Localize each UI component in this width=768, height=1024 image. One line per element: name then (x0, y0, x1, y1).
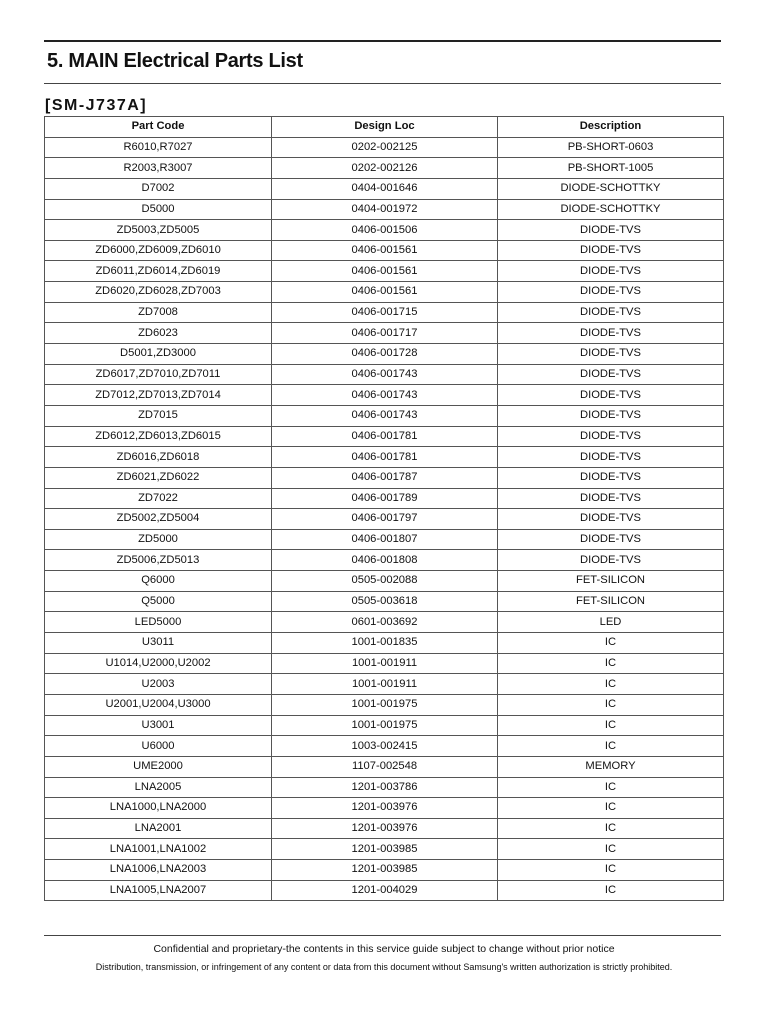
design-loc-cell: 0404-001972 (272, 199, 498, 220)
design-loc-cell: 0406-001743 (272, 385, 498, 406)
table-row (45, 385, 724, 406)
description-cell: DIODE-TVS (498, 364, 724, 385)
table-row (45, 302, 724, 323)
part-code-cell: ZD6021,ZD6022 (45, 467, 272, 488)
parts-table-header (45, 117, 724, 138)
table-row (45, 158, 724, 179)
table-row (45, 653, 724, 674)
description-cell: DIODE-TVS (498, 529, 724, 550)
design-loc-cell: 0406-001781 (272, 447, 498, 468)
table-row (45, 282, 724, 303)
description-cell: MEMORY (498, 756, 724, 777)
table-row (45, 674, 724, 695)
description-cell: FET-SILICON (498, 571, 724, 592)
table-row (45, 777, 724, 798)
description-cell: IC (498, 839, 724, 860)
part-code-cell: ZD6020,ZD6028,ZD7003 (45, 282, 272, 303)
part-code-cell: ZD6000,ZD6009,ZD6010 (45, 240, 272, 261)
part-code-cell: U2001,U2004,U3000 (45, 694, 272, 715)
design-loc-cell: 1003-002415 (272, 736, 498, 757)
part-code-cell: ZD6011,ZD6014,ZD6019 (45, 261, 272, 282)
design-loc-cell: 0406-001561 (272, 240, 498, 261)
part-code-cell: ZD5000 (45, 529, 272, 550)
part-code-cell: Q5000 (45, 591, 272, 612)
table-row (45, 426, 724, 447)
description-cell: DIODE-SCHOTTKY (498, 178, 724, 199)
part-code-cell: D7002 (45, 178, 272, 199)
description-cell: IC (498, 633, 724, 654)
design-loc-cell: 1001-001911 (272, 674, 498, 695)
table-row (45, 860, 724, 881)
part-code-cell: Q6000 (45, 571, 272, 592)
description-cell: LED (498, 612, 724, 633)
design-loc-cell: 0505-002088 (272, 571, 498, 592)
page-title: 5. MAIN Electrical Parts List (47, 50, 303, 72)
table-row (45, 529, 724, 550)
part-code-cell: LED5000 (45, 612, 272, 633)
part-code-cell: R2003,R3007 (45, 158, 272, 179)
part-code-cell: ZD6023 (45, 323, 272, 344)
description-cell: IC (498, 860, 724, 881)
design-loc-cell: 0406-001717 (272, 323, 498, 344)
design-loc-cell: 0406-001807 (272, 529, 498, 550)
part-code-cell: U6000 (45, 736, 272, 757)
part-code-cell: LNA2001 (45, 818, 272, 839)
part-code-cell: ZD7022 (45, 488, 272, 509)
part-code-cell: R6010,R7027 (45, 137, 272, 158)
footer-divider (44, 935, 721, 936)
header-design-loc: Design Loc (272, 117, 498, 138)
description-cell: IC (498, 736, 724, 757)
description-cell: DIODE-TVS (498, 302, 724, 323)
design-loc-cell: 1107-002548 (272, 756, 498, 777)
part-code-cell: ZD7008 (45, 302, 272, 323)
footer-distribution-notice: Distribution, transmission, or infringement of any content or data from this document without Samsung's written authorization is strictly prohibited. (95, 962, 673, 972)
description-cell: DIODE-TVS (498, 467, 724, 488)
design-loc-cell: 0406-001506 (272, 220, 498, 241)
table-row (45, 612, 724, 633)
description-cell: DIODE-SCHOTTKY (498, 199, 724, 220)
description-cell: IC (498, 694, 724, 715)
design-loc-cell: 0406-001787 (272, 467, 498, 488)
design-loc-cell: 1201-003976 (272, 818, 498, 839)
description-cell: DIODE-TVS (498, 447, 724, 468)
design-loc-cell: 1201-004029 (272, 880, 498, 901)
table-row (45, 240, 724, 261)
part-code-cell: LNA1006,LNA2003 (45, 860, 272, 881)
description-cell: DIODE-TVS (498, 405, 724, 426)
part-code-cell: U1014,U2000,U2002 (45, 653, 272, 674)
design-loc-cell: 1001-001911 (272, 653, 498, 674)
description-cell: PB-SHORT-0603 (498, 137, 724, 158)
part-code-cell: LNA1005,LNA2007 (45, 880, 272, 901)
part-code-cell: D5000 (45, 199, 272, 220)
design-loc-cell: 0406-001728 (272, 344, 498, 365)
part-code-cell: U2003 (45, 674, 272, 695)
part-code-cell: LNA1001,LNA1002 (45, 839, 272, 860)
design-loc-cell: 1001-001835 (272, 633, 498, 654)
description-cell: DIODE-TVS (498, 426, 724, 447)
table-row (45, 488, 724, 509)
design-loc-cell: 1201-003985 (272, 860, 498, 881)
design-loc-cell: 0404-001646 (272, 178, 498, 199)
table-row (45, 550, 724, 571)
table-row (45, 323, 724, 344)
table-row (45, 694, 724, 715)
description-cell: DIODE-TVS (498, 550, 724, 571)
part-code-cell: ZD7015 (45, 405, 272, 426)
table-row (45, 839, 724, 860)
description-cell: DIODE-TVS (498, 282, 724, 303)
description-cell: IC (498, 880, 724, 901)
description-cell: IC (498, 818, 724, 839)
design-loc-cell: 0406-001808 (272, 550, 498, 571)
description-cell: DIODE-TVS (498, 385, 724, 406)
table-row (45, 798, 724, 819)
description-cell: DIODE-TVS (498, 509, 724, 530)
part-code-cell: U3011 (45, 633, 272, 654)
design-loc-cell: 0406-001743 (272, 364, 498, 385)
design-loc-cell: 0406-001789 (272, 488, 498, 509)
table-row (45, 591, 724, 612)
design-loc-cell: 1201-003985 (272, 839, 498, 860)
table-row (45, 633, 724, 654)
description-cell: IC (498, 715, 724, 736)
description-cell: IC (498, 798, 724, 819)
table-row (45, 137, 724, 158)
description-cell: DIODE-TVS (498, 240, 724, 261)
design-loc-cell: 0505-003618 (272, 591, 498, 612)
design-loc-cell: 0406-001797 (272, 509, 498, 530)
table-row (45, 880, 724, 901)
design-loc-cell: 0406-001715 (272, 302, 498, 323)
part-code-cell: ZD6017,ZD7010,ZD7011 (45, 364, 272, 385)
table-row (45, 736, 724, 757)
design-loc-cell: 0202-002126 (272, 158, 498, 179)
design-loc-cell: 0406-001743 (272, 405, 498, 426)
part-code-cell: UME2000 (45, 756, 272, 777)
part-code-cell: ZD7012,ZD7013,ZD7014 (45, 385, 272, 406)
table-row (45, 405, 724, 426)
design-loc-cell: 1201-003786 (272, 777, 498, 798)
table-row (45, 818, 724, 839)
description-cell: DIODE-TVS (498, 261, 724, 282)
footer-confidential-notice: Confidential and proprietary-the contents in this service guide subject to change without prior notice (153, 943, 615, 955)
design-loc-cell: 1001-001975 (272, 715, 498, 736)
description-cell: IC (498, 653, 724, 674)
design-loc-cell: 1001-001975 (272, 694, 498, 715)
design-loc-cell: 0202-002125 (272, 137, 498, 158)
description-cell: DIODE-TVS (498, 344, 724, 365)
title-divider (44, 83, 721, 84)
header-row (45, 117, 724, 138)
part-code-cell: ZD6012,ZD6013,ZD6015 (45, 426, 272, 447)
table-row (45, 364, 724, 385)
design-loc-cell: 0406-001561 (272, 282, 498, 303)
description-cell: DIODE-TVS (498, 488, 724, 509)
parts-table (44, 116, 724, 901)
table-row (45, 199, 724, 220)
table-row (45, 756, 724, 777)
table-row (45, 220, 724, 241)
table-row (45, 571, 724, 592)
description-cell: IC (498, 674, 724, 695)
part-code-cell: LNA1000,LNA2000 (45, 798, 272, 819)
part-code-cell: LNA2005 (45, 777, 272, 798)
description-cell: PB-SHORT-1005 (498, 158, 724, 179)
header-description: Description (498, 117, 724, 138)
table-row (45, 261, 724, 282)
table-row (45, 344, 724, 365)
top-divider (44, 40, 721, 42)
description-cell: DIODE-TVS (498, 220, 724, 241)
description-cell: FET-SILICON (498, 591, 724, 612)
design-loc-cell: 0406-001561 (272, 261, 498, 282)
table-row (45, 715, 724, 736)
description-cell: DIODE-TVS (498, 323, 724, 344)
model-label: [SM-J737A] (45, 97, 148, 114)
description-cell: IC (498, 777, 724, 798)
part-code-cell: U3001 (45, 715, 272, 736)
part-code-cell: ZD5002,ZD5004 (45, 509, 272, 530)
table-row (45, 447, 724, 468)
table-row (45, 178, 724, 199)
part-code-cell: ZD5006,ZD5013 (45, 550, 272, 571)
part-code-cell: D5001,ZD3000 (45, 344, 272, 365)
table-row (45, 467, 724, 488)
part-code-cell: ZD5003,ZD5005 (45, 220, 272, 241)
design-loc-cell: 1201-003976 (272, 798, 498, 819)
part-code-cell: ZD6016,ZD6018 (45, 447, 272, 468)
table-row (45, 509, 724, 530)
design-loc-cell: 0406-001781 (272, 426, 498, 447)
design-loc-cell: 0601-003692 (272, 612, 498, 633)
parts-table-body (45, 137, 724, 901)
header-part-code: Part Code (45, 117, 272, 138)
